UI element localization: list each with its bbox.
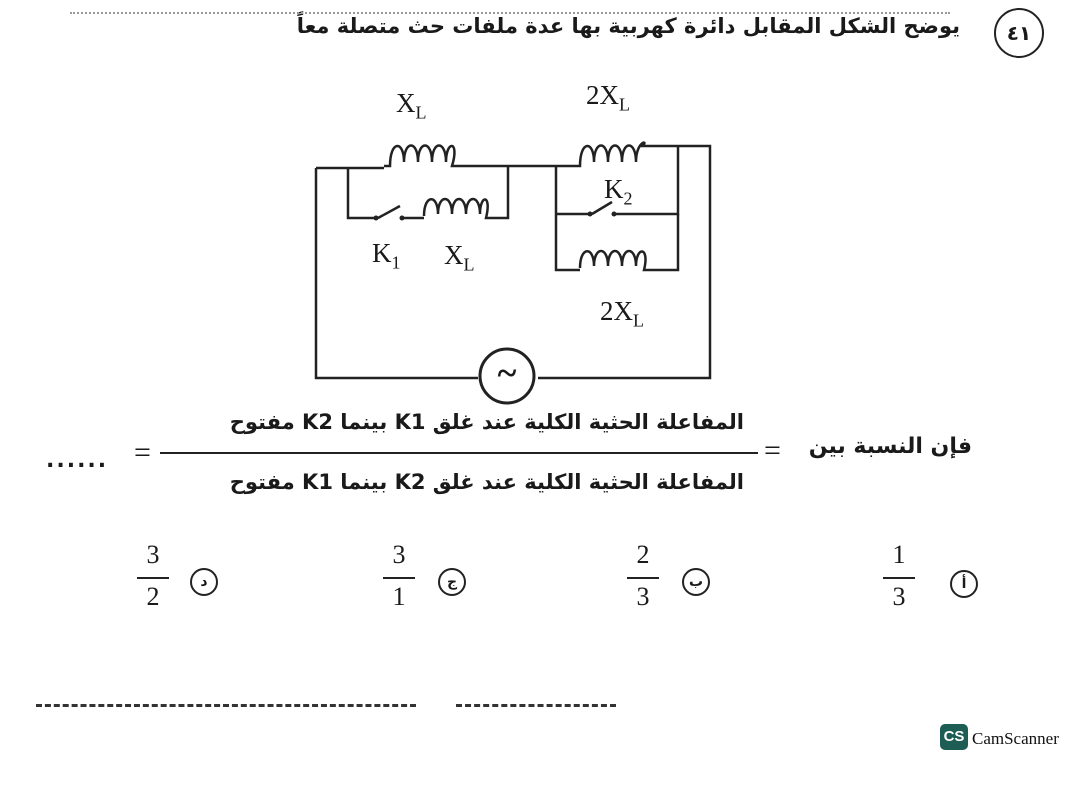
equals-sign-right: = [764, 434, 781, 467]
option-b-numerator: 2 [636, 540, 650, 569]
label-k1-coil: $X_L$ [444, 240, 475, 275]
option-b-mark: ب [682, 568, 710, 596]
option-c[interactable] [380, 540, 490, 620]
camscanner-brand: CamScanner [972, 729, 1059, 748]
header-scan-line [70, 12, 950, 16]
separator-left [36, 704, 416, 709]
option-d[interactable] [132, 540, 242, 620]
label-top-right-coil: $2X_L$ [586, 80, 630, 115]
label-top-left-coil: $X_L$ [396, 88, 427, 123]
equals-sign-left: = [134, 436, 151, 469]
fraction-line [160, 452, 758, 454]
option-b-denominator: 3 [636, 582, 650, 611]
separator-right [456, 704, 616, 709]
label-k2: $K_2$ [604, 174, 633, 209]
option-d-mark: د [190, 568, 218, 596]
camscanner-logo: CS [940, 724, 968, 750]
option-a-denominator: 3 [892, 582, 906, 611]
option-d-bar [137, 577, 169, 579]
question-number: ٤١ [994, 8, 1044, 58]
option-c-bar [383, 577, 415, 579]
coil-top-left [384, 146, 508, 167]
option-b[interactable] [624, 540, 734, 620]
option-d-denominator: 2 [146, 582, 160, 611]
switch-k1 [378, 206, 400, 218]
answer-blank: ...... [46, 448, 109, 473]
option-b-bar [627, 577, 659, 579]
option-d-numerator: 3 [146, 540, 160, 569]
option-c-denominator: 1 [392, 582, 406, 611]
ac-source-label: ~ [497, 353, 517, 393]
ratio-lead-text: فإن النسبة بين [808, 434, 972, 459]
label-k1: $K_1$ [372, 238, 401, 273]
coil-k1-branch [424, 166, 508, 218]
option-a-numerator: 1 [892, 540, 906, 569]
option-a[interactable] [876, 540, 986, 620]
ratio-denominator: المفاعلة الحثية الكلية عند غلق K2 بينما K1 مفتوح [229, 470, 744, 494]
label-bottom-right-coil: $2X_L$ [600, 296, 644, 331]
option-a-bar [883, 577, 915, 579]
option-c-mark: ج [438, 568, 466, 596]
question-title: يوضح الشكل المقابل دائرة كهربية بها عدة ملفات حث متصلة معاً [296, 14, 960, 38]
coil-bottom-right [580, 214, 678, 270]
coil-top-right [556, 143, 678, 166]
ratio-numerator: المفاعلة الحثية الكلية عند غلق K1 بينما K2 مفتوح [229, 410, 744, 434]
option-c-numerator: 3 [392, 540, 406, 569]
option-a-mark: أ [950, 570, 978, 598]
